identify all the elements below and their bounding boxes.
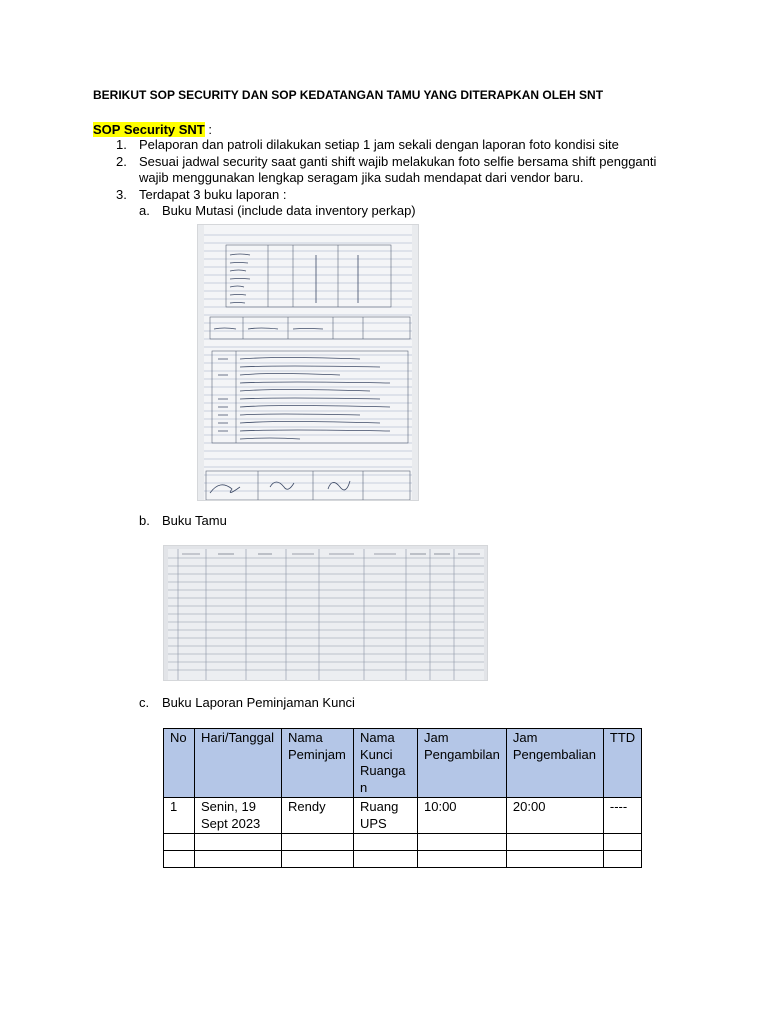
table-cell bbox=[506, 851, 603, 868]
key-loan-table bbox=[163, 728, 642, 868]
table-cell: 20:00 bbox=[506, 798, 603, 834]
col-no-header: No bbox=[164, 729, 195, 798]
list-item bbox=[139, 203, 676, 220]
buku-mutasi-photo bbox=[197, 224, 419, 501]
table-cell bbox=[164, 851, 195, 868]
table-cell bbox=[164, 834, 195, 851]
notebook-photo-drawing bbox=[198, 225, 418, 500]
list-text: Sesuai jadwal security saat ganti shift wajib melakukan foto selfie bersama shift pengganti wajib menggunakan lengkap seragam jika sudah mendapat dari vendor baru. bbox=[139, 153, 657, 185]
col-signature-header: TTD bbox=[603, 729, 641, 798]
table-header-row bbox=[164, 729, 642, 798]
table-cell bbox=[354, 851, 418, 868]
table-cell bbox=[354, 834, 418, 851]
buku-tamu-photo bbox=[163, 545, 488, 681]
list-number: c. bbox=[139, 695, 150, 710]
list-item bbox=[139, 695, 355, 710]
col-pickup-header: Jam Pengambilan bbox=[418, 729, 507, 798]
col-date-header: Hari/Tanggal bbox=[195, 729, 282, 798]
table-cell bbox=[195, 851, 282, 868]
list-text: Pelaporan dan patroli dilakukan setiap 1 jam sekali dengan laporan foto kondisi site bbox=[139, 137, 619, 152]
list-item bbox=[116, 154, 676, 187]
table-row bbox=[164, 798, 642, 834]
list-item bbox=[139, 513, 227, 528]
table-cell bbox=[282, 834, 354, 851]
sub-list bbox=[139, 203, 676, 220]
list-number: 3. bbox=[116, 186, 127, 202]
table-row bbox=[164, 851, 642, 868]
list-item bbox=[116, 137, 676, 154]
table-row bbox=[164, 834, 642, 851]
table-cell: 10:00 bbox=[418, 798, 507, 834]
page-title: BERIKUT SOP SECURITY DAN SOP KEDATANGAN TAMU YANG DITERAPKAN OLEH SNT bbox=[93, 88, 604, 102]
sop-heading-suffix: : bbox=[204, 122, 212, 137]
table-cell bbox=[603, 851, 641, 868]
list-number: b. bbox=[139, 513, 150, 528]
table-cell: Senin, 19 Sept 2023 bbox=[195, 798, 282, 834]
table-cell: ---- bbox=[603, 798, 641, 834]
list-text: Terdapat 3 buku laporan : bbox=[139, 186, 287, 202]
col-return-header: Jam Pengembalian bbox=[506, 729, 603, 798]
list-item bbox=[116, 187, 676, 204]
table-cell bbox=[506, 834, 603, 851]
table-cell bbox=[195, 834, 282, 851]
list-number: a. bbox=[139, 203, 150, 218]
table-cell: Ruang UPS bbox=[354, 798, 418, 834]
sop-heading-highlight: SOP Security SNT bbox=[93, 122, 205, 137]
table-cell: 1 bbox=[164, 798, 195, 834]
table-cell bbox=[282, 851, 354, 868]
guestbook-photo-drawing bbox=[164, 546, 487, 680]
sop-heading bbox=[93, 122, 212, 137]
table-cell bbox=[418, 851, 507, 868]
list-number: 1. bbox=[116, 137, 127, 152]
list-text: Buku Laporan Peminjaman Kunci bbox=[162, 695, 355, 710]
list-text: Buku Mutasi (include data inventory perkap) bbox=[162, 203, 416, 218]
list-text: Buku Tamu bbox=[162, 513, 227, 528]
sop-list bbox=[116, 137, 676, 220]
col-key-header: Nama Kunci Ruanga n bbox=[354, 729, 418, 798]
table-cell bbox=[603, 834, 641, 851]
list-number: 2. bbox=[116, 153, 127, 169]
col-borrower-header: Nama Peminjam bbox=[282, 729, 354, 798]
table-cell bbox=[418, 834, 507, 851]
table-cell: Rendy bbox=[282, 798, 354, 834]
